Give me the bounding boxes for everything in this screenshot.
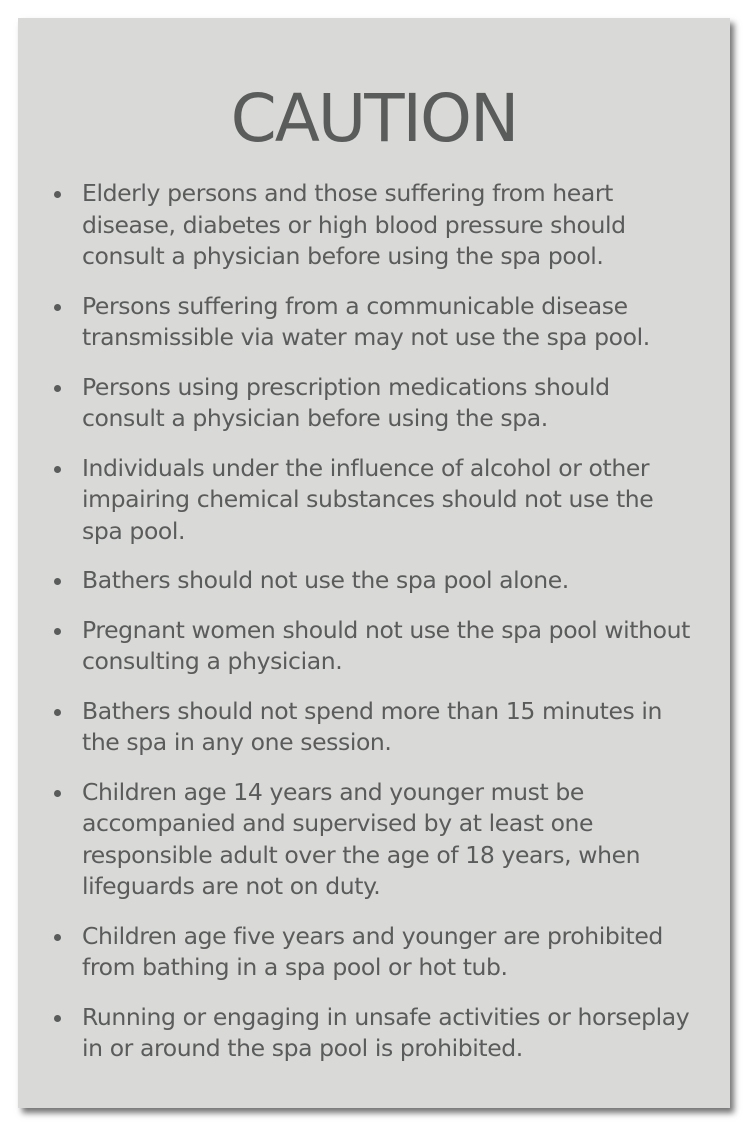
rule-text: Pregnant women should not use the spa pool without consulting a physician.: [82, 615, 690, 675]
rule-item: [18, 777, 730, 903]
bullet-icon: [54, 790, 61, 797]
rule-text: Children age five years and younger are prohibited from bathing in a spa pool or hot tub.: [82, 921, 663, 981]
bullet-icon: [54, 628, 61, 635]
rule-text: Running or engaging in unsafe activities or horseplay in or around the spa pool is prohibited.: [82, 1002, 690, 1062]
rule-item: [18, 696, 730, 759]
bullet-icon: [54, 466, 61, 473]
rule-text: Bathers should not use the spa pool alone.: [82, 566, 569, 594]
rule-item: [18, 291, 730, 354]
bullet-icon: [54, 191, 61, 198]
rule-item: [18, 565, 730, 597]
sign-title: CAUTION: [230, 80, 518, 157]
bullet-icon: [54, 304, 61, 311]
rule-item: [18, 372, 730, 435]
bullet-icon: [54, 385, 61, 392]
rule-text: Individuals under the influence of alcohol or other impairing chemical substances should not use the spa pool.: [82, 453, 654, 545]
caution-sign: [18, 18, 730, 1108]
bullet-icon: [54, 709, 61, 716]
rule-text: Elderly persons and those suffering from heart disease, diabetes or high blood pressure should consult a physician before using the spa pool.: [82, 179, 626, 270]
bullet-icon: [54, 578, 61, 585]
rule-item: [18, 178, 730, 273]
rule-item: [18, 1002, 730, 1065]
rule-item: [18, 921, 730, 984]
rule-item: [18, 453, 730, 548]
rules-list: [18, 178, 730, 1083]
rule-text: Persons using prescription medications should consult a physician before using the spa.: [82, 372, 610, 432]
rule-text: Children age 14 years and younger must be accompanied and supervised by at least one responsible adult over the age of 18 years, when lifeguards are not on duty.: [82, 777, 641, 900]
bullet-icon: [54, 934, 61, 941]
rule-text: Bathers should not spend more than 15 minutes in the spa in any one session.: [82, 696, 663, 756]
rule-item: [18, 615, 730, 678]
rule-text: Persons suffering from a communicable disease transmissible via water may not use the spa pool.: [82, 291, 650, 351]
bullet-icon: [54, 1015, 61, 1022]
